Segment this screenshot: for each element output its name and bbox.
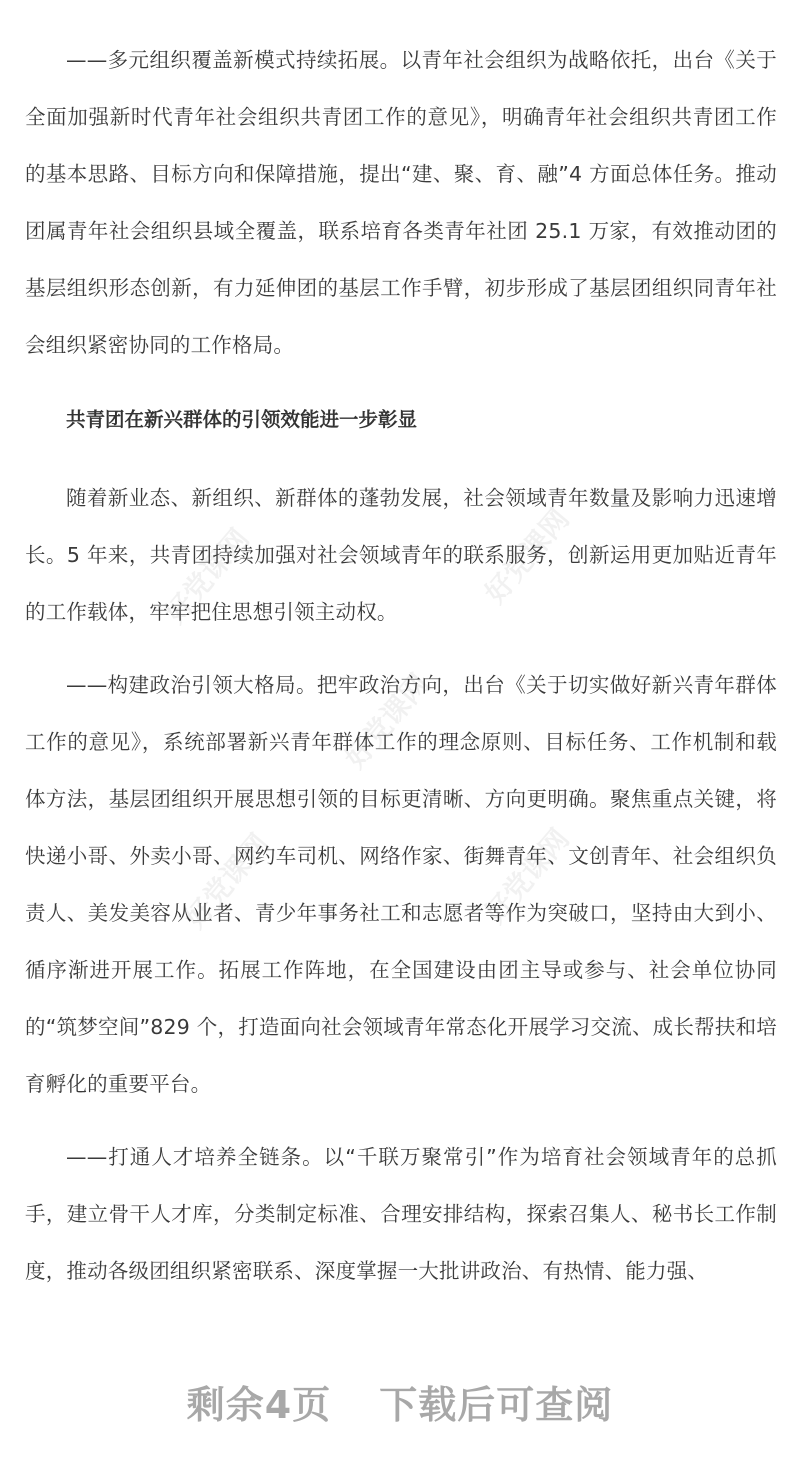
paragraph-talent-training: ——打通人才培养全链条。以“千联万聚常引”作为培育社会领域青年的总抓手，建立骨干人才库，分类制定标准、合理安排结构，探索召集人、秘书长工作制度，推动各级团组织紧密联系、深度掌握一大批讲政治、有热情、能力强、: [25, 1145, 777, 1283]
watermark-text: 好党课网: [478, 502, 576, 610]
watermark-text: 好党课网: [158, 522, 256, 630]
watermark-text: 好党课网: [178, 827, 276, 935]
paragraph-political-guidance: ——构建政治引领大格局。把牢政治方向，出台《关于切实做好新兴青年群体工作的意见》，系统部署新兴青年群体工作的理念原则、目标任务、工作机制和载体方法，基层团组织开展思想引领的目标更清晰、方向更明确。聚焦重点关键，将快递小哥、外卖小哥、网约车司机、网络作家、街舞青年、文创青年、社会组织负责人、美发美容从业者、青少年事务社工和志愿者等作为突破口，坚持由大到小、循序渐进开展工作。拓展工作阵地，在全国建设由团主导或参与、社会单位协同的“筑梦空间”829 个，打造面向社会领域青年常态化开展学习交流、成长帮扶和培育孵化的重要平台。: [25, 673, 777, 1096]
paragraph-organization-coverage: ——多元组织覆盖新模式持续拓展。以青年社会组织为战略依托，出台《关于全面加强新时代青年社会组织共青团工作的意见》，明确青年社会组织共青团工作的基本思路、目标方向和保障措施，提出“建、聚、育、融”4 方面总体任务。推动团属青年社会组织县域全覆盖，联系培育各类青年社团 25.1 万家，有效推动团的基层组织形态创新，有力延伸团的基层工作手臂，初步形成了基层团组织同青年社会组织紧密协同的工作格局。: [25, 48, 777, 357]
remaining-pages-text: 剩余4页: [186, 1383, 332, 1427]
watermark-text: 好党课网: [338, 667, 436, 775]
paragraph-new-groups-intro: 随着新业态、新组织、新群体的蓬勃发展，社会领域青年数量及影响力迅速增长。5 年来，共青团持续加强对社会领域青年的联系服务，创新运用更加贴近青年的工作载体，牢牢把住思想引领主动权。: [25, 486, 777, 624]
section-heading: 共青团在新兴群体的引领效能进一步彰显: [66, 408, 418, 431]
download-to-view-text: 下载后可查阅: [379, 1383, 614, 1427]
watermark-text: 好党课网: [478, 822, 576, 930]
download-prompt[interactable]: [0, 1374, 800, 1429]
